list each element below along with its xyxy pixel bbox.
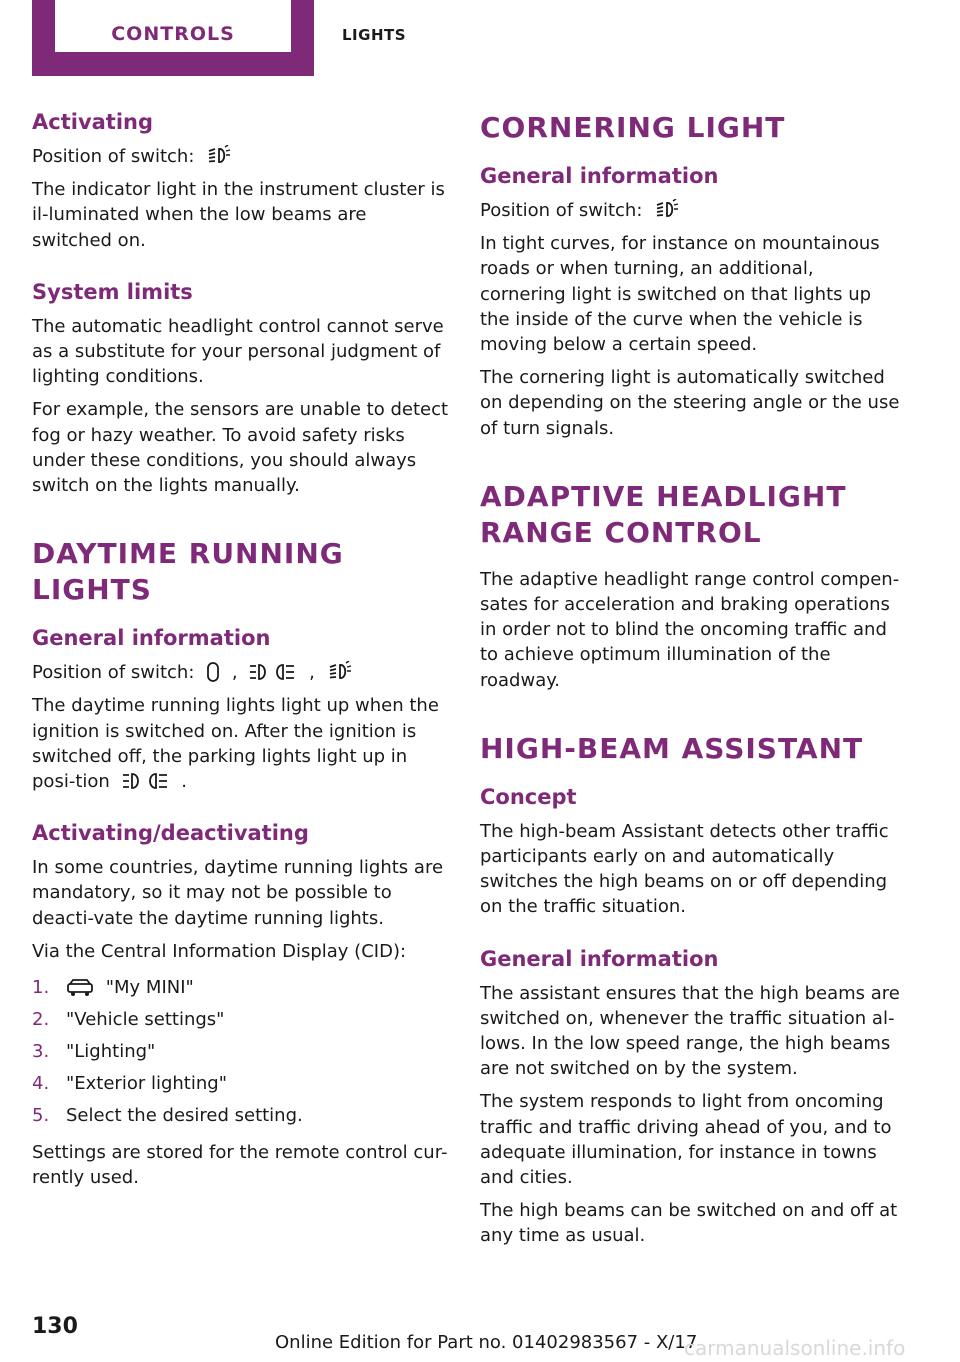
hba-general-heading: General information	[480, 946, 719, 971]
list-item: 4. "Exterior lighting"	[32, 1073, 227, 1095]
activating-position: Position of switch:	[32, 144, 450, 169]
list-item: 1. "My MINI"	[32, 977, 194, 999]
cornering-p2: The cornering light is automatically switched on depending on the steering angle or the use of turn signals.	[480, 367, 900, 439]
page-number: 130	[32, 1314, 78, 1339]
concept-heading: Concept	[480, 784, 577, 809]
cornering-light-heading: CORNERING LIGHT	[480, 111, 786, 144]
drl-heading: DAYTIME RUNNING LIGHTS	[32, 537, 344, 607]
watermark: carmanualsonline.info	[684, 1336, 906, 1360]
low-beam-auto-icon	[654, 199, 680, 221]
parking-lights-icon	[122, 770, 170, 792]
lights-off-icon	[206, 661, 220, 683]
activating-deactivating-heading: Activating/deactivating	[32, 821, 309, 846]
edition-footer: Online Edition for Part no. 01402983567 - X/17	[275, 1332, 698, 1353]
parking-lights-icon	[249, 661, 297, 683]
settings-note: Settings are stored for the remote control cur-rently used.	[32, 1142, 448, 1189]
list-item: 5. Select the desired setting.	[32, 1105, 303, 1127]
concept-p1: The high-beam Assistant detects other traffic participants early on and automatically switches the high beams on or off depending on the traffic situation.	[480, 820, 889, 918]
low-beam-auto-icon	[327, 661, 353, 683]
adaptive-headlight-heading: ADAPTIVE HEADLIGHT RANGE CONTROL	[480, 479, 847, 549]
activating-text: The indicator light in the instrument cluster is il-luminated when the low beams are switched on.	[32, 179, 445, 251]
system-limits-p1: The automatic headlight control cannot serve as a substitute for your personal judgment of lighting conditions.	[32, 315, 444, 388]
list-item: 3. "Lighting"	[32, 1041, 156, 1063]
high-beam-assistant-heading: HIGH-BEAM ASSISTANT	[480, 731, 864, 765]
header-tab-bar	[32, 0, 314, 76]
right-column	[480, 110, 900, 1257]
list-item: 2. "Vehicle settings"	[32, 1009, 225, 1031]
hba-p3: The high beams can be switched on and off at any time as usual.	[480, 1200, 898, 1247]
drl-general-heading: General information	[32, 626, 271, 651]
drl-text: The daytime running lights light up when the ignition is switched on. After the ignition is switched off, the parking lights light up in posi-tion .	[32, 695, 439, 793]
steps-list	[32, 972, 450, 1132]
drl-position: Position of switch: , ,	[32, 660, 450, 685]
tab-controls: CONTROLS	[55, 0, 291, 52]
system-limits-heading: System limits	[32, 279, 193, 304]
low-beam-auto-icon	[206, 145, 232, 167]
cornering-p1: In tight curves, for instance on mountainous roads or when turning, an additional, cornering light is switched on that lights up the inside of the curve when the vehicle is moving below a certain speed.	[480, 233, 880, 356]
hba-p2: The system responds to light from oncoming traffic and traffic driving ahead of you, and to adequate illumination, for instance in towns and cities.	[480, 1091, 892, 1189]
tab-lights: LIGHTS	[342, 26, 407, 44]
cornering-position: Position of switch:	[480, 198, 900, 223]
car-menu-icon	[66, 978, 94, 998]
left-column	[32, 108, 450, 1198]
hba-p1: The assistant ensures that the high beams are switched on, whenever the traffic situation al-lows. In the low speed range, the high beams are not switched on by the system.	[480, 982, 900, 1080]
adaptive-p1: The adaptive headlight range control compen-sates for acceleration and braking operations in order not to blind the oncoming traffic and to achieve optimum illumination of the roadway.	[480, 568, 900, 691]
activating-heading: Activating	[32, 110, 154, 134]
system-limits-p2: For example, the sensors are unable to detect fog or hazy weather. To avoid safety risks under these conditions, you should always switch on the lights manually.	[32, 399, 449, 497]
act-deact-p1: In some countries, daytime running lights are mandatory, so it may not be possible to deacti-vate the daytime running lights.	[32, 857, 444, 929]
cornering-general-heading: General information	[480, 164, 719, 188]
act-deact-p2: Via the Central Information Display (CID):	[32, 940, 407, 962]
